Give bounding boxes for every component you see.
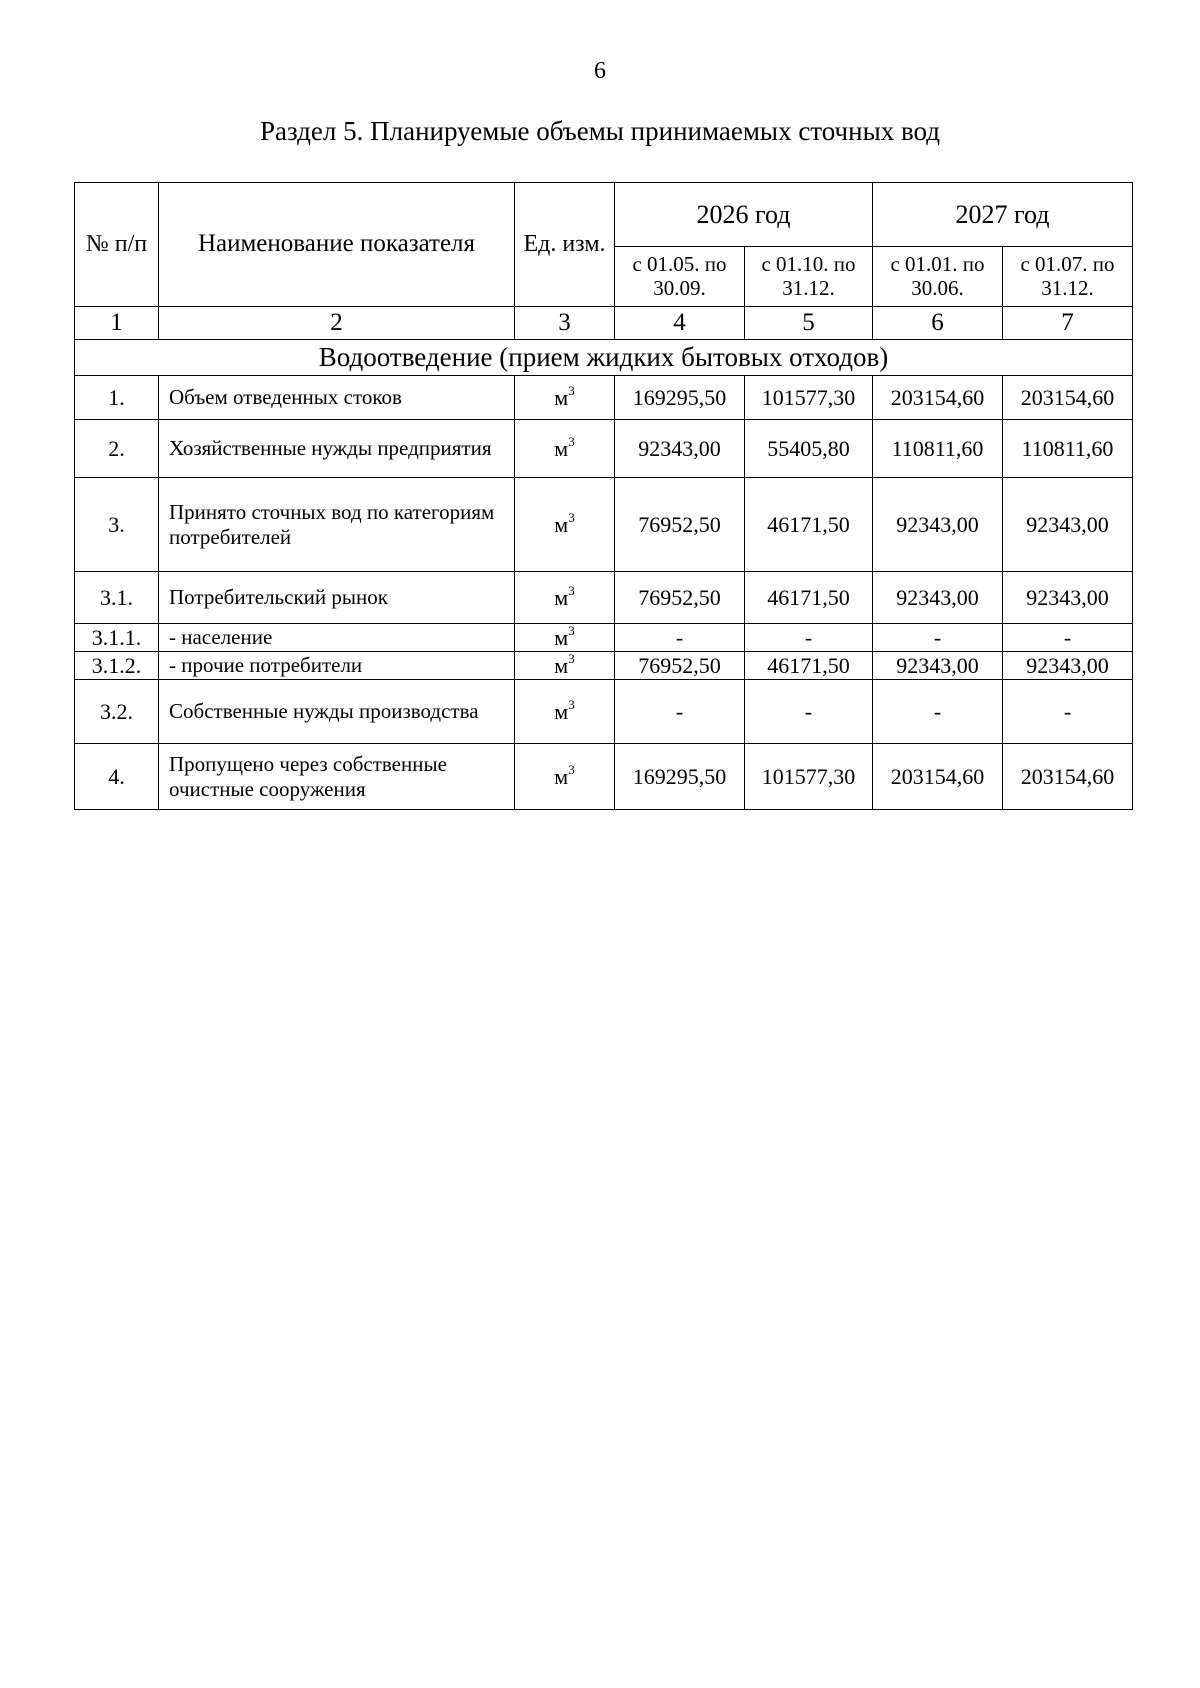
value-cell: 92343,00	[873, 652, 1003, 680]
indicator-name: Собственные нужды производства	[159, 680, 515, 744]
row-number: 3.1.2.	[75, 652, 159, 680]
unit-cell	[515, 572, 615, 624]
column-number: 5	[745, 307, 873, 340]
column-number: 7	[1003, 307, 1133, 340]
value-cell: 92343,00	[1003, 572, 1133, 624]
value-cell: -	[873, 624, 1003, 652]
column-number: 1	[75, 307, 159, 340]
value-cell: 110811,60	[873, 420, 1003, 478]
row-number: 4.	[75, 744, 159, 810]
header-unit: Ед. изм.	[515, 183, 615, 307]
table-row	[75, 624, 1133, 652]
value-cell: 92343,00	[873, 572, 1003, 624]
column-number: 2	[159, 307, 515, 340]
unit-base: м	[554, 511, 569, 537]
unit-base: м	[554, 763, 569, 789]
value-cell: 46171,50	[745, 478, 873, 572]
value-cell: 92343,00	[873, 478, 1003, 572]
section-title: Раздел 5. Планируемые объемы принимаемых сточных вод	[259, 116, 940, 146]
header-period: с 01.07. по 31.12.	[1003, 247, 1133, 307]
row-number: 3.	[75, 478, 159, 572]
unit-exponent: 3	[568, 650, 575, 666]
value-cell: 76952,50	[615, 478, 745, 572]
value-cell: -	[1003, 624, 1133, 652]
section-row-label: Водоотведение (прием жидких бытовых отходов)	[75, 340, 1133, 376]
unit-base: м	[554, 698, 569, 724]
value-cell: 169295,50	[615, 744, 745, 810]
value-cell: 203154,60	[1003, 376, 1133, 420]
unit-cell	[515, 376, 615, 420]
page-number: 6	[594, 58, 606, 84]
planned-volumes-table	[74, 182, 1133, 810]
header-period: с 01.05. по 30.09.	[615, 247, 745, 307]
table-row	[75, 420, 1133, 478]
unit-exponent: 3	[568, 761, 575, 777]
unit-base: м	[554, 624, 569, 650]
table-row	[75, 478, 1133, 572]
value-cell: 46171,50	[745, 572, 873, 624]
table-row	[75, 572, 1133, 624]
unit-exponent: 3	[568, 433, 575, 449]
value-cell: -	[745, 624, 873, 652]
unit-exponent: 3	[568, 622, 575, 638]
indicator-name: Принято сточных вод по категориям потребителей	[159, 478, 515, 572]
unit-cell	[515, 744, 615, 810]
unit-exponent: 3	[568, 582, 575, 598]
header-year-2027: 2027 год	[873, 183, 1133, 247]
column-number: 6	[873, 307, 1003, 340]
indicator-name: Объем отведенных стоков	[159, 376, 515, 420]
row-number: 3.1.	[75, 572, 159, 624]
indicator-name: Хозяйственные нужды предприятия	[159, 420, 515, 478]
unit-exponent: 3	[568, 509, 575, 525]
unit-base: м	[554, 584, 569, 610]
unit-cell	[515, 478, 615, 572]
indicator-name: Пропущено через собственные очистные сооружения	[159, 744, 515, 810]
value-cell: 110811,60	[1003, 420, 1133, 478]
value-cell: 203154,60	[873, 376, 1003, 420]
table-row	[75, 376, 1133, 420]
value-cell: -	[615, 624, 745, 652]
value-cell: 203154,60	[1003, 744, 1133, 810]
value-cell: 203154,60	[873, 744, 1003, 810]
value-cell: -	[745, 680, 873, 744]
value-cell: -	[1003, 680, 1133, 744]
column-number: 3	[515, 307, 615, 340]
unit-exponent: 3	[568, 696, 575, 712]
unit-base: м	[554, 652, 569, 678]
header-period: с 01.01. по 30.06.	[873, 247, 1003, 307]
row-number: 3.1.1.	[75, 624, 159, 652]
header-name: Наименование показателя	[159, 183, 515, 307]
unit-cell	[515, 652, 615, 680]
header-year-2026: 2026 год	[615, 183, 873, 247]
row-number: 3.2.	[75, 680, 159, 744]
header-period: с 01.10. по 31.12.	[745, 247, 873, 307]
table-row	[75, 652, 1133, 680]
value-cell: 101577,30	[745, 376, 873, 420]
header-num: № п/п	[75, 183, 159, 307]
indicator-name: Потребительский рынок	[159, 572, 515, 624]
value-cell: 55405,80	[745, 420, 873, 478]
value-cell: -	[873, 680, 1003, 744]
value-cell: -	[615, 680, 745, 744]
unit-base: м	[554, 435, 569, 461]
row-number: 2.	[75, 420, 159, 478]
column-number: 4	[615, 307, 745, 340]
row-number: 1.	[75, 376, 159, 420]
value-cell: 92343,00	[1003, 652, 1133, 680]
unit-base: м	[554, 384, 569, 410]
value-cell: 169295,50	[615, 376, 745, 420]
value-cell: 92343,00	[615, 420, 745, 478]
value-cell: 46171,50	[745, 652, 873, 680]
value-cell: 92343,00	[1003, 478, 1133, 572]
indicator-name: - население	[159, 624, 515, 652]
unit-cell	[515, 420, 615, 478]
indicator-name: - прочие потребители	[159, 652, 515, 680]
table-row	[75, 680, 1133, 744]
value-cell: 101577,30	[745, 744, 873, 810]
table-row	[75, 744, 1133, 810]
unit-cell	[515, 680, 615, 744]
value-cell: 76952,50	[615, 572, 745, 624]
unit-exponent: 3	[568, 382, 575, 398]
unit-cell	[515, 624, 615, 652]
value-cell: 76952,50	[615, 652, 745, 680]
